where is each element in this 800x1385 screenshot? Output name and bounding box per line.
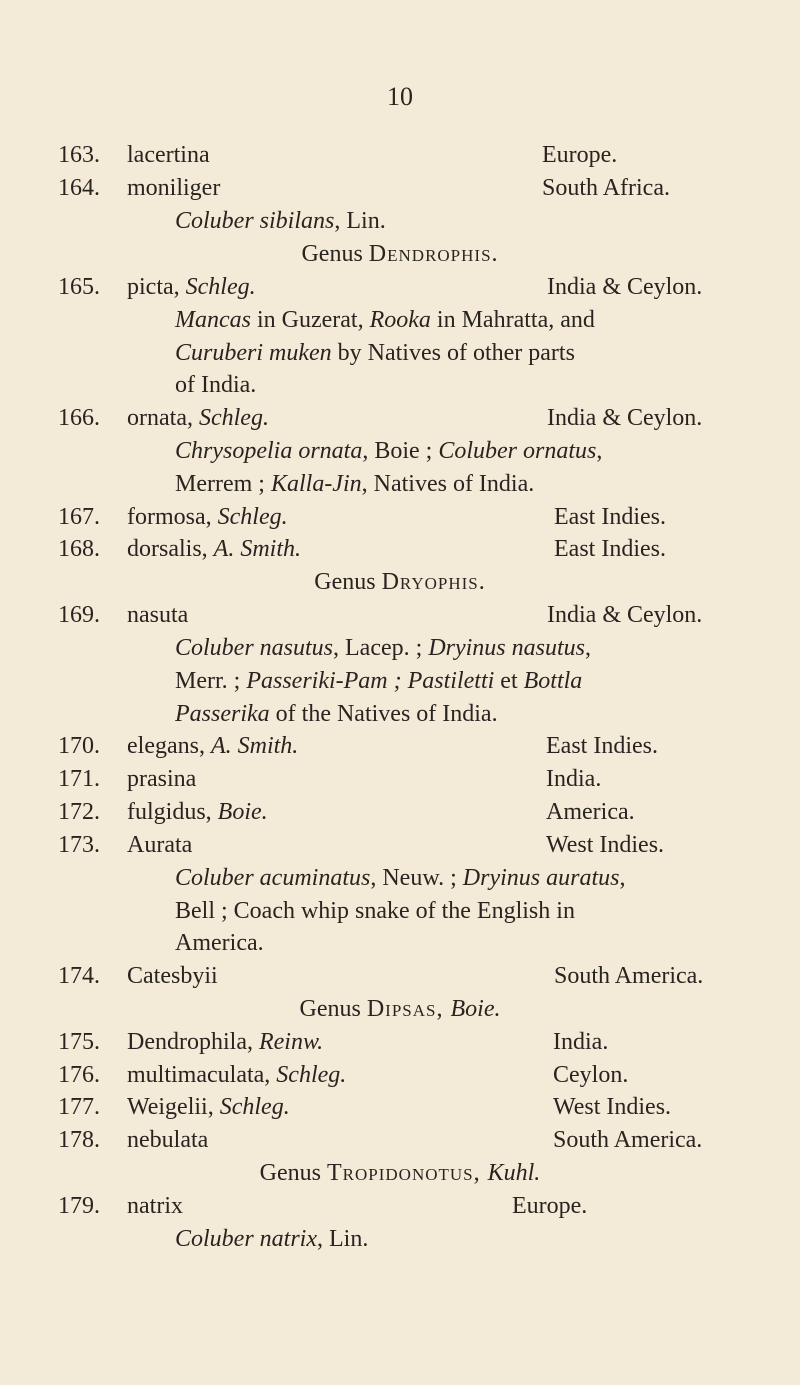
text-segment: , Natives of India.	[361, 471, 535, 497]
synonym-text	[175, 664, 582, 698]
species-locality: India.	[553, 1029, 609, 1055]
species-name: prasina	[127, 766, 197, 792]
synonym-line	[0, 926, 800, 960]
species-name: formosa, Schleg.	[127, 504, 288, 530]
italic-segment: Coluber natrix	[175, 1226, 317, 1252]
species-name: ornata, Schleg.	[127, 405, 269, 431]
species-locality: Europe.	[542, 142, 618, 168]
text-segment: , Lacep. ;	[333, 635, 429, 661]
text-segment: of the Natives of India.	[269, 701, 498, 727]
entry-number: 173.	[58, 832, 100, 858]
italic-segment: Kalla-Jin	[270, 471, 362, 497]
text-segment: Merrem ;	[175, 471, 271, 497]
species-name: moniliger	[127, 175, 221, 201]
italic-segment: Mancas	[175, 307, 251, 333]
entry-number: 164.	[58, 175, 100, 201]
entry-number: 174.	[58, 963, 100, 989]
entry-number: 167.	[58, 504, 100, 530]
entry-number: 178.	[58, 1127, 100, 1153]
entry-row	[0, 762, 800, 796]
species-locality: India & Ceylon.	[547, 405, 703, 431]
entry-row	[0, 500, 800, 534]
text-segment: Merr. ;	[175, 668, 247, 694]
species-name: Weigelii, Schleg.	[127, 1094, 290, 1120]
genus-name: Tropidonotus,	[327, 1160, 488, 1186]
italic-segment: Bottla	[523, 668, 583, 694]
species-locality: India & Ceylon.	[547, 602, 703, 628]
synonym-text	[175, 434, 602, 468]
text-segment: , Neuw. ;	[370, 865, 463, 891]
italic-segment: Dryinus nasutus	[428, 635, 585, 661]
genus-heading	[0, 565, 800, 599]
synonym-line	[0, 861, 800, 895]
entry-row	[0, 171, 800, 205]
entry-row	[0, 401, 800, 435]
entry-row	[0, 138, 800, 172]
species-locality: Europe.	[512, 1193, 588, 1219]
synonym-line	[0, 631, 800, 665]
entry-number: 170.	[58, 733, 100, 759]
entry-row	[0, 1123, 800, 1157]
text-segment: ,	[596, 438, 603, 464]
entry-row	[0, 729, 800, 763]
genus-heading	[0, 992, 800, 1026]
entry-number: 165.	[58, 274, 100, 300]
species-locality: America.	[546, 799, 635, 825]
entry-number: 171.	[58, 766, 100, 792]
synonym-line	[0, 336, 800, 370]
synonym-text	[175, 336, 575, 370]
entry-row	[0, 1189, 800, 1223]
synonym-text	[175, 204, 386, 238]
entry-row	[0, 828, 800, 862]
genus-heading-text	[0, 1156, 800, 1190]
species-name: Catesbyii	[127, 963, 218, 989]
synonym-line	[0, 894, 800, 928]
genus-heading	[0, 237, 800, 271]
text-segment: ,	[585, 635, 591, 661]
italic-segment: Coluber nasutus	[175, 635, 334, 661]
species-name: nebulata	[127, 1127, 209, 1153]
species-name: natrix	[127, 1193, 183, 1219]
species-name: fulgidus, Boie.	[127, 799, 268, 825]
genus-name: Dipsas,	[366, 996, 451, 1022]
species-name: Aurata	[127, 832, 193, 858]
text-segment: America.	[175, 930, 264, 956]
italic-segment: Passeriki-Pam ; Pastiletti	[246, 668, 495, 694]
genus-prefix: Genus	[259, 1160, 327, 1186]
italic-segment: Coluber sibilans	[175, 208, 335, 234]
text-segment: in Mahratta, and	[430, 307, 595, 333]
italic-segment: Passerika	[175, 701, 270, 727]
genus-heading	[0, 1156, 800, 1190]
synonym-text	[175, 303, 595, 337]
species-locality: South America.	[554, 963, 704, 989]
entry-number: 163.	[58, 142, 100, 168]
entry-row	[0, 598, 800, 632]
text-segment: Bell ; Coach whip snake of the English in	[175, 898, 575, 924]
text-segment: , Lin.	[334, 208, 386, 234]
species-locality: South America.	[553, 1127, 703, 1153]
italic-segment: Coluber acuminatus	[175, 865, 371, 891]
entry-number: 166.	[58, 405, 100, 431]
species-name: nasuta	[127, 602, 189, 628]
species-name: multimaculata, Schleg.	[127, 1062, 347, 1088]
genus-authority: Kuhl.	[487, 1160, 541, 1186]
italic-segment: Dryinus auratus	[462, 865, 620, 891]
entry-number: 175.	[58, 1029, 100, 1055]
entry-number: 179.	[58, 1193, 100, 1219]
italic-segment: Rooka	[369, 307, 431, 333]
text-segment: by Natives of other parts	[331, 340, 575, 366]
synonym-text	[175, 697, 498, 731]
entry-row	[0, 532, 800, 566]
entry-row	[0, 1090, 800, 1124]
synonym-line	[0, 467, 800, 501]
entry-number: 176.	[58, 1062, 100, 1088]
synonym-line	[0, 697, 800, 731]
synonym-text	[175, 368, 256, 402]
genus-heading-text	[0, 992, 800, 1026]
synonym-text	[175, 926, 264, 960]
genus-name: Dryophis.	[381, 569, 486, 595]
text-segment: of India.	[175, 372, 257, 398]
synonym-text	[175, 894, 575, 928]
synonym-line	[0, 434, 800, 468]
italic-segment: Chrysopelia ornata	[175, 438, 363, 464]
species-locality: South Africa.	[542, 175, 670, 201]
synonym-line	[0, 303, 800, 337]
synonym-line	[0, 664, 800, 698]
species-locality: West Indies.	[553, 1094, 672, 1120]
text-segment: ,	[619, 865, 626, 891]
synonym-text	[175, 467, 534, 501]
text-segment: et	[494, 668, 524, 694]
species-name: lacertina	[127, 142, 210, 168]
synonym-text	[175, 1222, 368, 1256]
species-locality: East Indies.	[554, 536, 666, 562]
species-locality: India & Ceylon.	[547, 274, 703, 300]
genus-prefix: Genus	[314, 569, 382, 595]
species-locality: West Indies.	[546, 832, 665, 858]
entry-number: 168.	[58, 536, 100, 562]
genus-prefix: Genus	[299, 996, 367, 1022]
italic-segment: Curuberi muken	[175, 340, 332, 366]
synonym-line	[0, 1222, 800, 1256]
species-name: elegans, A. Smith.	[127, 733, 299, 759]
species-name: picta, Schleg.	[127, 274, 256, 300]
entry-row	[0, 1058, 800, 1092]
italic-segment: Coluber ornatus	[438, 438, 597, 464]
entry-row	[0, 795, 800, 829]
species-name: dorsalis, A. Smith.	[127, 536, 301, 562]
entry-row	[0, 270, 800, 304]
genus-name: Dendrophis.	[368, 241, 499, 267]
synonym-line	[0, 204, 800, 238]
genus-heading-text	[0, 237, 800, 271]
page-number: 10	[387, 82, 413, 111]
entry-row	[0, 1025, 800, 1059]
species-name: Dendrophila, Reinw.	[127, 1029, 324, 1055]
genus-authority: Boie.	[450, 996, 501, 1022]
synonym-text	[175, 861, 625, 895]
species-locality: Ceylon.	[553, 1062, 629, 1088]
genus-prefix: Genus	[301, 241, 369, 267]
entry-number: 169.	[58, 602, 100, 628]
synonym-text	[175, 631, 591, 665]
synonym-line	[0, 368, 800, 402]
species-locality: East Indies.	[546, 733, 658, 759]
entry-number: 177.	[58, 1094, 100, 1120]
entry-row	[0, 959, 800, 993]
text-segment: , Lin.	[317, 1226, 369, 1252]
species-locality: East Indies.	[554, 504, 666, 530]
genus-heading-text	[0, 565, 800, 599]
entry-number: 172.	[58, 799, 100, 825]
text-segment: , Boie ;	[362, 438, 439, 464]
species-locality: India.	[546, 766, 602, 792]
text-segment: in Guzerat,	[250, 307, 370, 333]
